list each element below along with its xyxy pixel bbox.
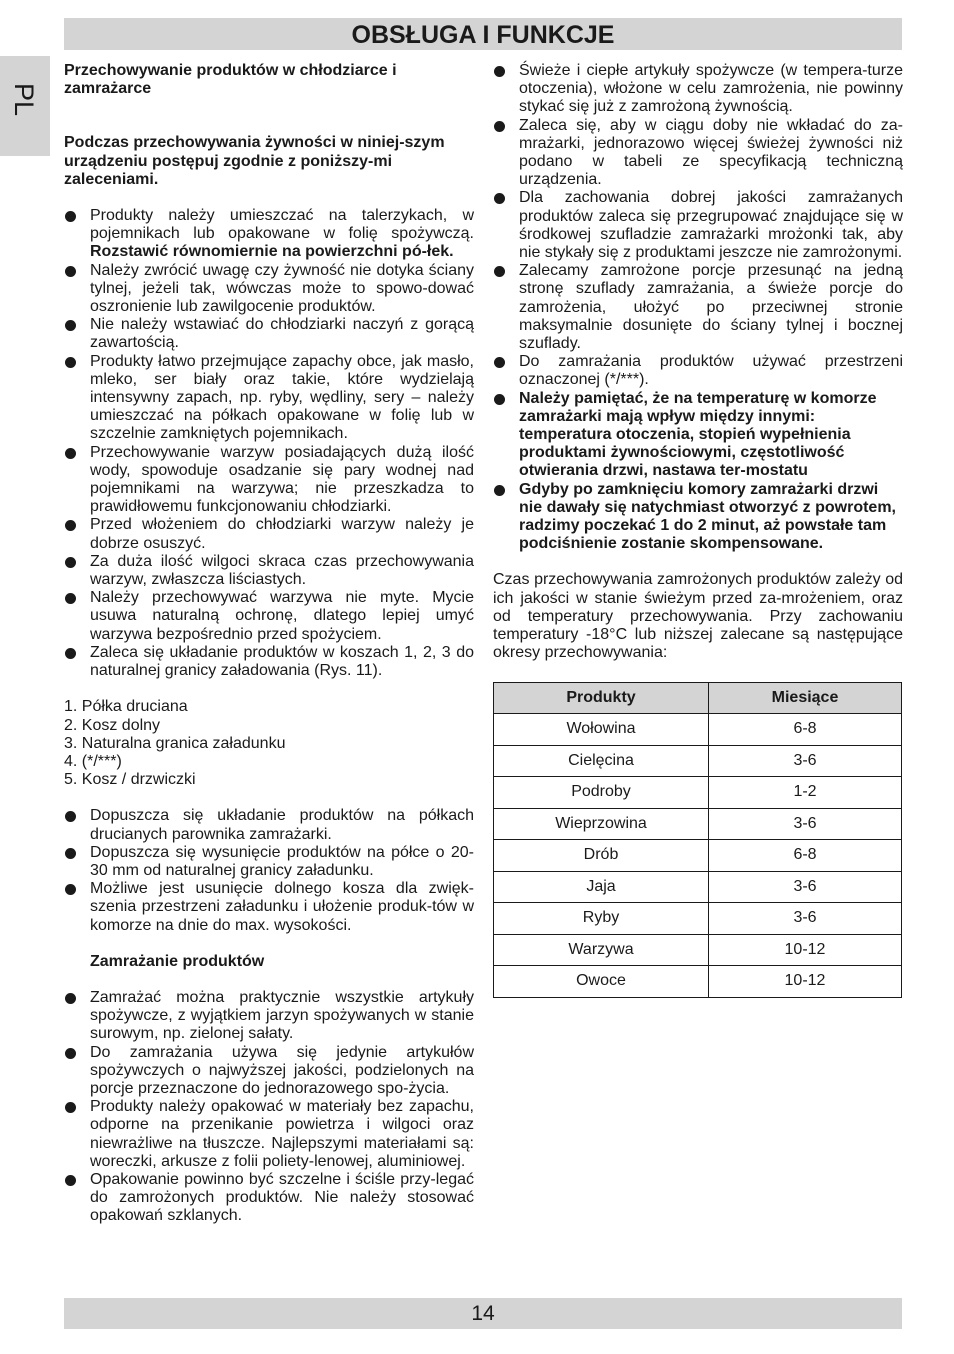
list-item-text: Należy zwrócić uwagę czy żywność nie dotyka ściany tylnej, jeżeli tak, wówczas może to spowo-dować oszronienie lub zawilgocenie produktów.: [90, 261, 474, 316]
list-item: [64, 644, 474, 680]
table-cell-product: Ryby: [494, 903, 709, 935]
intro-paragraph: Podczas przechowywania żywności w niniej-szym urządzeniu postępuj zgodnie z poniższy-mi zaleceniami.: [64, 134, 445, 188]
list-item-text: Produkty łatwo przejmujące zapachy obce, jak masło, mleko, ser biały oraz takie, które wydzielają intensywny zapach, np. ryby, wędliny, sery – należy umieszczać na półkach opakowane w folię lub w szczelnie zamkniętych pojemnikach.: [90, 352, 474, 443]
table-cell-months: 3-6: [709, 903, 902, 935]
table-row: [494, 714, 902, 746]
list-item: [64, 589, 474, 644]
legend-item: 4. (*/***): [64, 752, 122, 770]
bullet-icon: [494, 485, 505, 496]
bullet-icon: [494, 121, 505, 132]
list-item: [64, 353, 474, 444]
list-item: [493, 262, 903, 353]
bullet-icon: [65, 848, 76, 859]
bullet-icon: [65, 811, 76, 822]
table-cell-product: Owoce: [494, 966, 709, 998]
table-row: [494, 777, 902, 809]
list-item: [64, 262, 474, 317]
numbered-legend: [64, 698, 474, 789]
list-item-text: Zaleca się układanie produktów w koszach 1, 2, 3 do naturalnej granicy załadowania (Rys. 11).: [90, 643, 474, 680]
bullet-icon: [494, 357, 505, 368]
list-item-text: Gdyby po zamknięciu komory zamrażarki drzwi nie dawały się natychmiast otworzyć z powrotem, radzimy poczekać 1 do 2 minut, aż powstałe tam podciśnienie zostanie skompensowane.: [519, 480, 896, 553]
list-item-text: Do zamrażania produktów używać przestrzeni oznaczonej (*/***).: [519, 353, 903, 389]
bullet-icon: [494, 193, 505, 204]
freezer-bullet-list: [493, 62, 903, 553]
table-row: [494, 871, 902, 903]
list-item-text: Do zamrażania używa się jedynie artykułów spożywczych o najwyższej jakości, podzielonych na porcje przeznaczone do jednorazowego spo-życia.: [90, 1043, 474, 1097]
list-item: [493, 189, 903, 262]
table-cell-product: Podroby: [494, 777, 709, 809]
language-tab: [0, 56, 50, 156]
table-row: [494, 745, 902, 777]
list-item-text: Dopuszcza się układanie produktów na półkach drucianych parownika zamrażarki.: [90, 807, 474, 843]
table-cell-months: 6-8: [709, 714, 902, 746]
list-item: [64, 807, 474, 843]
table-row: [494, 808, 902, 840]
list-item: [64, 516, 474, 552]
legend-item: 5. Kosz / drzwiczki: [64, 771, 196, 789]
list-item-text: Możliwe jest usunięcie dolnego kosza dla zwięk-szenia przestrzeni załadunku i ułożenie produk-tów w komorze na dnie do max. wysokości.: [90, 880, 474, 934]
table-row: [494, 840, 902, 872]
storage-time-paragraph: Czas przechowywania zamrożonych produktów zależy od ich jakości w stanie świeżym przed za-mrożeniem, oraz od temperatury przechowywania. Przy zachowaniu temperatury -18°C lub niższej zalecane są następujące okresy przechowywania:: [493, 571, 903, 662]
bullet-icon: [65, 211, 76, 222]
storage-time-table: [493, 682, 902, 998]
bullet-icon: [65, 448, 76, 459]
bullet-icon: [65, 520, 76, 531]
freezing-subheading: Zamrażanie produktów: [90, 952, 265, 970]
list-item: [64, 444, 474, 517]
table-cell-product: Wieprzowina: [494, 808, 709, 840]
list-item: [493, 353, 903, 389]
list-item: [493, 117, 903, 190]
list-item-text: Produkty należy umieszczać na talerzykach, w pojemnikach lub opakowane w folię spożywczą.: [90, 207, 474, 243]
bullet-icon: [65, 648, 76, 659]
list-item-text: Należy przechowywać warzywa nie myte. Mycie usuwa naturalną ochronę, dlatego lepiej umyć warzywa bezpośrednio przed spożyciem.: [90, 589, 474, 643]
list-item-text: Przed włożeniem do chłodziarki warzyw należy je dobrze osuszyć.: [90, 516, 474, 552]
freezing-bullet-list: [64, 989, 474, 1226]
list-item-text: Zalecamy zamrożone porcje przesunąć na jedną stronę szuflady zamrażania, a świeże porcje do zamrożenia, ułożyć po przeciwnej stronie maksymalnie dosunięte do ściany tylnej i bocznej szuflady.: [519, 262, 903, 353]
table-header-products: Produkty: [494, 682, 709, 714]
list-item-text: Produkty należy opakować w materiały bez zapachu, odporne na przenikanie powietrza i wilgoci oraz niewrażliwe na tłuszcze. Najlepszymi materiałami są: woreczki, arkusze z folii poliety-lenowej, aluminiowej.: [90, 1098, 474, 1170]
page-title: OBSŁUGA I FUNKCJE: [351, 21, 615, 49]
table-cell-months: 3-6: [709, 808, 902, 840]
table-cell-months: 3-6: [709, 745, 902, 777]
table-row: [494, 903, 902, 935]
list-item-text: Rozstawić równomiernie na powierzchni pó-łek.: [90, 243, 454, 261]
table-cell-months: 1-2: [709, 777, 902, 809]
table-cell-months: 3-6: [709, 871, 902, 903]
bullet-icon: [65, 266, 76, 277]
list-item-text: Dla zachowania dobrej jakości zamrażanych produktów zaleca się przegrupować znajdujące się w środkowej szufladzie zamrażarki mrożonki tak, aby nie stykały się z produktami jeszcze nie zamrożonymi.: [519, 189, 903, 262]
list-item: [64, 553, 474, 589]
list-item: [64, 1044, 474, 1099]
list-item-text: Świeże i ciepłe artykuły spożywcze (w tempera-turze otoczenia), włożone w celu zamrożenia, nie powinny stykać się już z zamrożoną żywnością.: [519, 62, 903, 116]
legend-item: 2. Kosz dolny: [64, 716, 161, 734]
list-item-text: Dopuszcza się wysunięcie produktów na półce o 20-30 mm od naturalnej granicy załadunku.: [90, 843, 474, 879]
bullet-icon: [65, 357, 76, 368]
bullet-icon: [494, 394, 505, 405]
table-cell-months: 10-12: [709, 934, 902, 966]
footer-bar: [64, 1298, 902, 1329]
table-header-row: [494, 682, 902, 714]
language-label: PL: [9, 83, 39, 117]
table-cell-product: Warzywa: [494, 934, 709, 966]
list-item: [493, 481, 903, 554]
section-title: Przechowywanie produktów w chłodziarce i zamrażarce: [64, 62, 397, 98]
bullet-icon: [65, 1175, 76, 1186]
list-item: [64, 1098, 474, 1171]
bullet-icon: [65, 1102, 76, 1113]
table-cell-months: 6-8: [709, 840, 902, 872]
table-row: [494, 934, 902, 966]
bullet-icon: [65, 1048, 76, 1059]
bullet-icon: [65, 320, 76, 331]
table-cell-product: Drób: [494, 840, 709, 872]
list-item: [64, 207, 474, 262]
left-column: [64, 62, 474, 1226]
right-column: [493, 62, 903, 998]
bullet-icon: [65, 884, 76, 895]
list-item-text: Zamrażać można praktycznie wszystkie artykuły spożywcze, z wyjątkiem jarzyn spożywanych w stanie surowym, np. zielonej sałaty.: [90, 988, 474, 1043]
list-item-text: Należy pamiętać, że na temperaturę w komorze zamrażarki mają wpływ między innymi: temperatura otoczenia, stopień wypełnienia produktami żywnościowymi, częstotliwość otwierania drzwi, nastawa ter-mostatu: [519, 389, 877, 480]
table-header-months: Miesiące: [709, 682, 902, 714]
list-item: [493, 62, 903, 117]
list-item: [64, 844, 474, 880]
shelf-bullet-list: [64, 807, 474, 934]
legend-item: 3. Naturalna granica załadunku: [64, 734, 286, 752]
table-cell-product: Jaja: [494, 871, 709, 903]
list-item: [64, 1171, 474, 1226]
table-row: [494, 966, 902, 998]
legend-item: 1. Półka druciana: [64, 698, 188, 716]
bullet-icon: [65, 993, 76, 1004]
list-item-text: Opakowanie powinno być szczelne i ściśle przy-legać do zamrożonych produktów. Nie należy stosować opakowań szklanych.: [90, 1170, 474, 1225]
page-number: 14: [471, 1302, 495, 1325]
storage-bullet-list: [64, 207, 474, 680]
list-item: [64, 989, 474, 1044]
list-item-text: Przechowywanie warzyw posiadających dużą ilość wody, spowoduje osadzanie się pary wodnej nad pojemnikami na warzywa; nie przeszkadza to prawidłowemu funkcjonowaniu chłodziarki.: [90, 443, 474, 516]
list-item-text: Za duża ilość wilgoci skraca czas przechowywania warzyw, zwłaszcza liściastych.: [90, 552, 474, 589]
list-item-text: Zaleca się, aby w ciągu doby nie wkładać do za-mrażarki, jednorazowo więcej świeżej żywności niż podano w tabeli ze specyfikacją techniczną urządzenia.: [519, 116, 903, 189]
table-cell-product: Cielęcina: [494, 745, 709, 777]
bullet-icon: [494, 66, 505, 77]
table-cell-months: 10-12: [709, 966, 902, 998]
list-item: [493, 390, 903, 481]
list-item-text: Nie należy wstawiać do chłodziarki naczyń z gorącą zawartością.: [90, 316, 474, 352]
header-bar: [64, 18, 902, 50]
bullet-icon: [65, 593, 76, 604]
list-item: [64, 880, 474, 935]
table-cell-product: Wołowina: [494, 714, 709, 746]
list-item: [64, 316, 474, 352]
bullet-icon: [494, 266, 505, 277]
bullet-icon: [65, 557, 76, 568]
